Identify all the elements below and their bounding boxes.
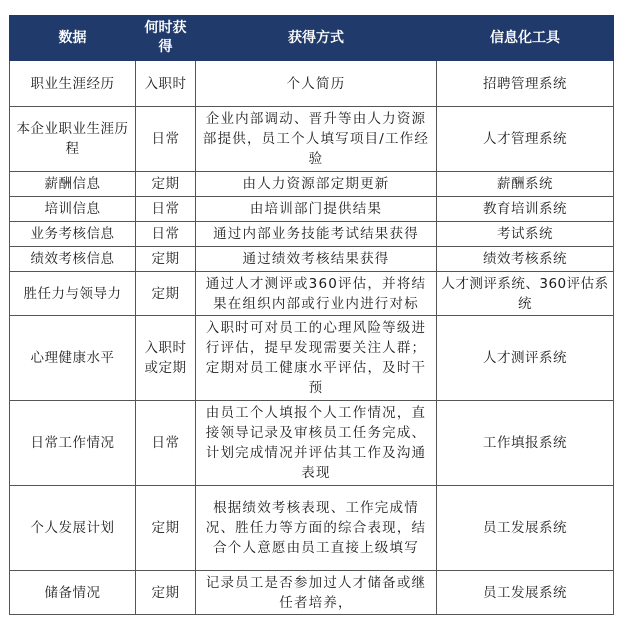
cell-when: 入职时 <box>136 61 196 107</box>
table-row <box>10 107 614 172</box>
cell-when: 日常 <box>136 222 196 247</box>
header-data: 数据 <box>10 16 136 61</box>
cell-when: 日常 <box>136 401 196 486</box>
cell-method: 通过绩效考核结果获得 <box>196 247 437 272</box>
table-row <box>10 401 614 486</box>
table-row <box>10 272 614 316</box>
cell-when: 定期 <box>136 272 196 316</box>
cell-method: 企业内部调动、晋升等由人力资源部提供，员工个人填写项目/工作经验 <box>196 107 437 172</box>
header-when: 何时获得 <box>136 16 196 61</box>
cell-data: 业务考核信息 <box>10 222 136 247</box>
table-row <box>10 222 614 247</box>
cell-when: 日常 <box>136 197 196 222</box>
table-row <box>10 197 614 222</box>
data-table <box>9 15 614 615</box>
cell-method: 通过人才测评或360评估，并将结果在组织内部或行业内进行对标 <box>196 272 437 316</box>
cell-tool: 员工发展系统 <box>437 571 614 615</box>
cell-tool: 人才测评系统 <box>437 316 614 401</box>
table-header-row <box>10 16 614 61</box>
cell-when: 定期 <box>136 247 196 272</box>
cell-data: 绩效考核信息 <box>10 247 136 272</box>
cell-data: 储备情况 <box>10 571 136 615</box>
cell-when: 定期 <box>136 172 196 197</box>
cell-tool: 薪酬系统 <box>437 172 614 197</box>
table-container <box>9 15 614 615</box>
cell-data: 日常工作情况 <box>10 401 136 486</box>
table-row <box>10 486 614 571</box>
cell-method: 入职时可对员工的心理风险等级进行评估，提早发现需要关注人群；定期对员工健康水平评估，及时干预 <box>196 316 437 401</box>
cell-when: 定期 <box>136 571 196 615</box>
table-row <box>10 571 614 615</box>
cell-method: 由培训部门提供结果 <box>196 197 437 222</box>
cell-when: 入职时或定期 <box>136 316 196 401</box>
cell-tool: 考试系统 <box>437 222 614 247</box>
cell-data: 薪酬信息 <box>10 172 136 197</box>
table-row <box>10 247 614 272</box>
cell-data: 职业生涯经历 <box>10 61 136 107</box>
header-tool: 信息化工具 <box>437 16 614 61</box>
cell-data: 本企业职业生涯历程 <box>10 107 136 172</box>
cell-when: 日常 <box>136 107 196 172</box>
table-row <box>10 61 614 107</box>
header-method: 获得方式 <box>196 16 437 61</box>
cell-method: 根据绩效考核表现、工作完成情况、胜任力等方面的综合表现，结合个人意愿由员工直接上级填写 <box>196 486 437 571</box>
cell-method: 个人简历 <box>196 61 437 107</box>
cell-method: 记录员工是否参加过人才储备或继任者培养， <box>196 571 437 615</box>
cell-method: 由员工个人填报个人工作情况，直接领导记录及审核员工任务完成、计划完成情况并评估其工作及沟通表现 <box>196 401 437 486</box>
cell-method: 由人力资源部定期更新 <box>196 172 437 197</box>
cell-tool: 绩效考核系统 <box>437 247 614 272</box>
cell-tool: 招聘管理系统 <box>437 61 614 107</box>
cell-data: 胜任力与领导力 <box>10 272 136 316</box>
cell-tool: 人才测评系统、360评估系统 <box>437 272 614 316</box>
table-row <box>10 316 614 401</box>
cell-data: 心理健康水平 <box>10 316 136 401</box>
cell-tool: 人才管理系统 <box>437 107 614 172</box>
cell-when: 定期 <box>136 486 196 571</box>
table-row <box>10 172 614 197</box>
cell-tool: 工作填报系统 <box>437 401 614 486</box>
cell-data: 个人发展计划 <box>10 486 136 571</box>
cell-method: 通过内部业务技能考试结果获得 <box>196 222 437 247</box>
cell-tool: 员工发展系统 <box>437 486 614 571</box>
cell-tool: 教育培训系统 <box>437 197 614 222</box>
cell-data: 培训信息 <box>10 197 136 222</box>
